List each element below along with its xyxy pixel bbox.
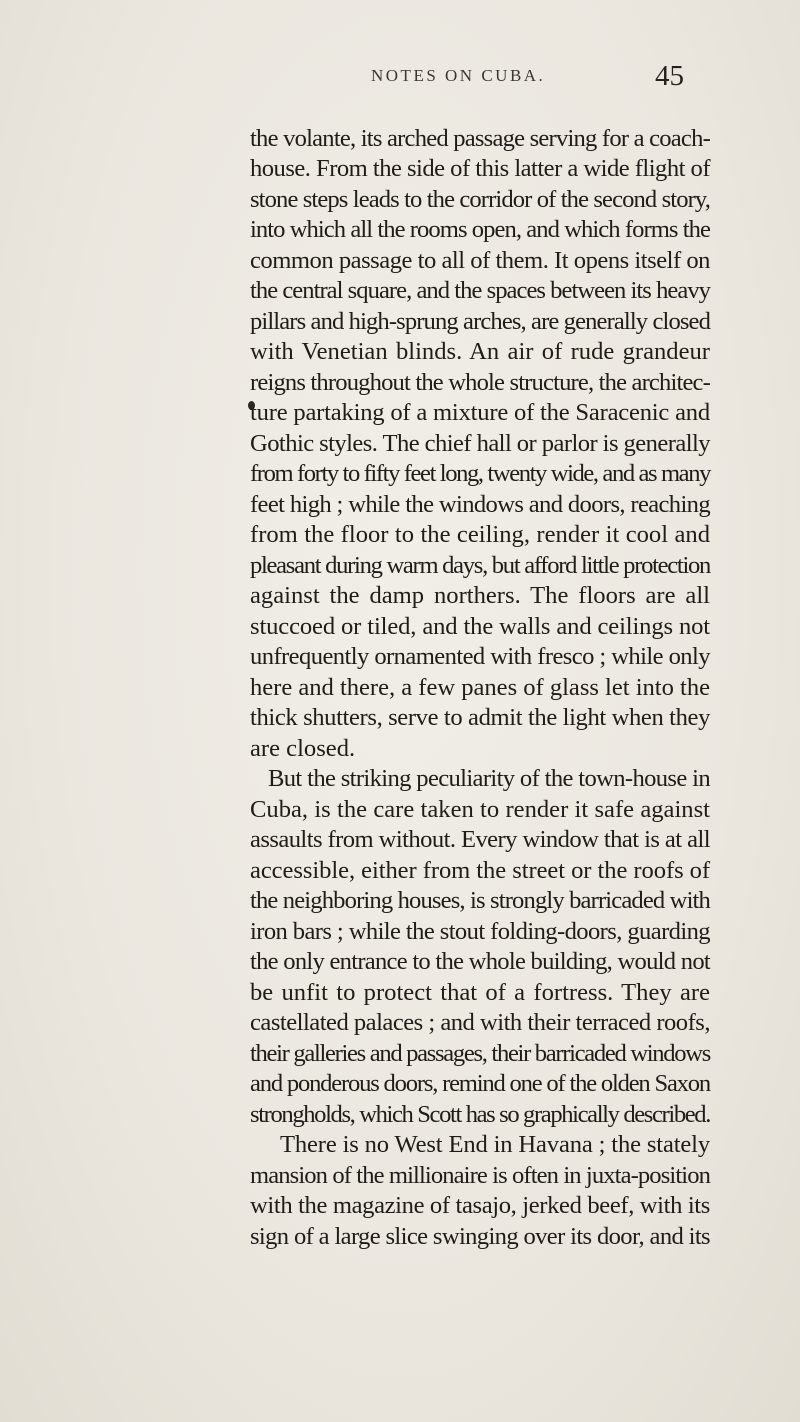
text-line: reigns throughout the whole structure, the architec- — [250, 369, 710, 396]
text-line: ture partaking of a mixture of the Saracenic and — [250, 399, 710, 426]
text-line: are closed. — [250, 735, 356, 762]
text-line: the neighboring houses, is strongly barricaded with — [250, 887, 710, 914]
text-line: strongholds, which Scott has so graphically described. — [250, 1101, 710, 1128]
text-line: unfrequently ornamented with fresco ; while only — [250, 643, 710, 670]
text-line: assaults from without. Every window that is at all — [250, 826, 710, 853]
text-line: thick shutters, serve to admit the light when they — [250, 704, 710, 731]
text-line: the central square, and the spaces between its heavy — [250, 277, 710, 304]
text-line: stone steps leads to the corridor of the second story, — [250, 186, 710, 213]
text-line: common passage to all of them. It opens itself on — [250, 247, 710, 274]
text-line: But the striking peculiarity of the town-house in — [268, 765, 710, 792]
text-line: from forty to fifty feet long, twenty wide, and as many — [250, 460, 710, 487]
text-line: the only entrance to the whole building, would not — [250, 948, 710, 975]
text-line: with the magazine of tasajo, jerked beef, with its — [250, 1192, 710, 1219]
text-line: Cuba, is the care taken to render it safe against — [250, 796, 710, 823]
page-number: 45 — [655, 60, 684, 92]
text-line: mansion of the millionaire is often in juxta-position — [250, 1162, 710, 1189]
text-line: accessible, either from the street or the roofs of — [250, 857, 710, 884]
text-line: castellated palaces ; and with their terraced roofs, — [250, 1009, 710, 1036]
text-line: sign of a large slice swinging over its door, and its — [250, 1223, 710, 1250]
text-line: Gothic styles. The chief hall or parlor is generally — [250, 430, 710, 457]
text-line: iron bars ; while the stout folding-doors, guarding — [250, 918, 710, 945]
text-line: pillars and high-sprung arches, are generally closed — [250, 308, 710, 335]
text-line: stuccoed or tiled, and the walls and ceilings not — [250, 613, 710, 640]
text-line: feet high ; while the windows and doors, reaching — [250, 491, 710, 518]
text-line: against the damp northers. The floors are all — [250, 582, 710, 609]
text-line: with Venetian blinds. An air of rude grandeur — [250, 338, 710, 365]
text-line: here and there, a few panes of glass let into the — [250, 674, 711, 701]
text-line: be unfit to protect that of a fortress. They are — [250, 979, 710, 1006]
text-line: pleasant during warm days, but afford little protection — [250, 552, 710, 579]
text-line: from the floor to the ceiling, render it cool and — [250, 521, 710, 548]
text-line: the volante, its arched passage serving for a coach- — [250, 125, 710, 152]
running-head — [0, 60, 800, 100]
text-line: There is no West End in Havana ; the stately — [280, 1131, 710, 1158]
text-line: and ponderous doors, remind one of the olden Saxon — [250, 1070, 710, 1097]
running-title: NOTES ON CUBA. — [371, 66, 546, 85]
text-line: house. From the side of this latter a wide flight of — [250, 155, 710, 182]
text-line: their galleries and passages, their barricaded windows — [250, 1040, 710, 1067]
text-line: into which all the rooms open, and which forms the — [250, 216, 710, 243]
